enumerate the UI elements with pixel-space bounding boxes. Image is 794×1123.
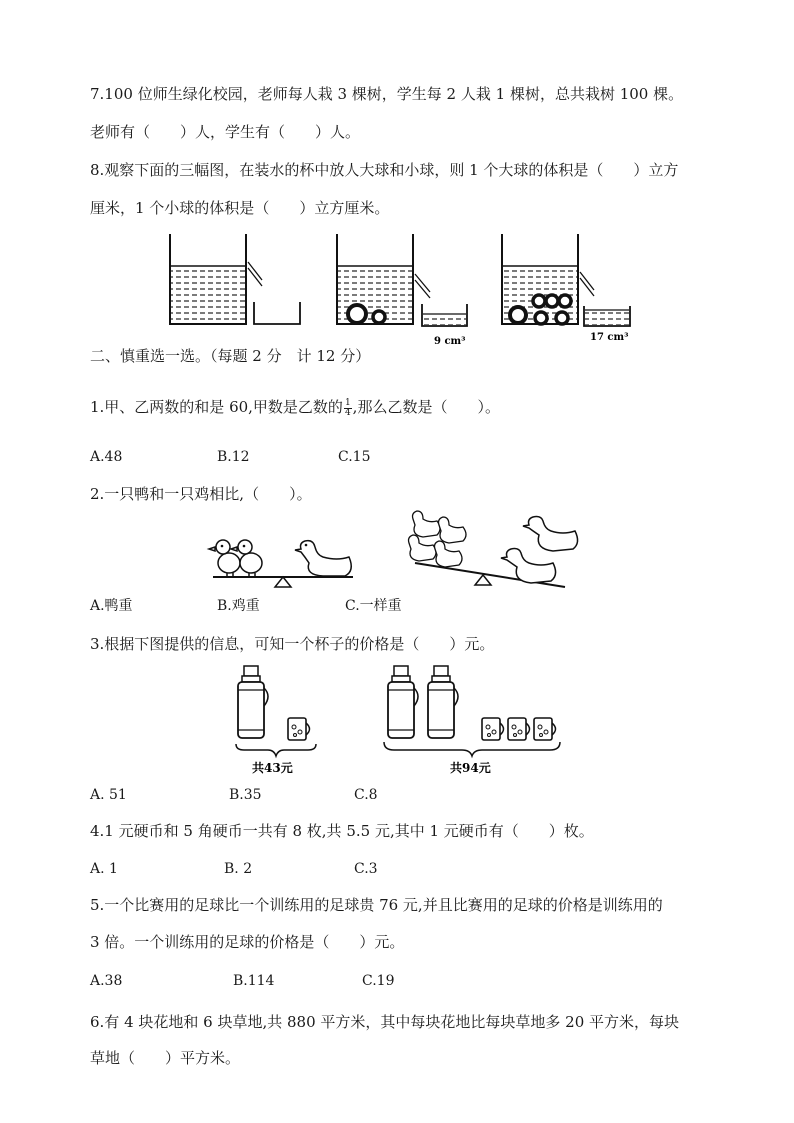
- group-two-total-label: 共94元: [450, 761, 491, 775]
- part2-heading: 二、慎重选一选。（每题 2 分 计 12 分）: [90, 347, 371, 365]
- p2-q2-option-b: B.鸡重: [217, 598, 260, 614]
- balance-right: [409, 511, 578, 587]
- p2-q4-option-b: B. 2: [224, 861, 253, 877]
- p2-q6-line1: 6.有 4 块花地和 6 块草地,共 880 平方米，其中每块花地比每块草地多 20 平方米，每块: [90, 1013, 680, 1031]
- duck-chicken-balance-figure: [205, 505, 585, 590]
- p2-q5-option-b: B.114: [233, 973, 275, 989]
- p2-q1-option-c: C.15: [338, 449, 371, 465]
- q7-line2: 老师有（ ）人，学生有（ ）人。: [90, 123, 361, 141]
- p2-q1-option-b: B.12: [217, 449, 250, 465]
- p2-q2-stem: 2.一只鸭和一只鸡相比,（ ）。: [90, 485, 312, 503]
- q8-line1: 8.观察下面的三幅图，在装水的杯中放人大球和小球，则 1 个大球的体积是（ ）立方: [90, 161, 679, 179]
- group-two-flasks-three-cups: [384, 666, 560, 756]
- p2-q3-option-c: C.8: [354, 787, 378, 803]
- p2-q3-option-b: B.35: [229, 787, 262, 803]
- duck-pair: [501, 517, 578, 584]
- group-one-flask-one-cup: [236, 666, 316, 756]
- one-quarter-fraction: [344, 399, 352, 418]
- chicken-group: [409, 511, 467, 567]
- p2-q5-line1: 5.一个比赛用的足球比一个训练用的足球贵 76 元,并且比赛用的足球的价格是训练用的: [90, 896, 663, 914]
- p2-q3-option-a: A. 51: [90, 787, 127, 803]
- p2-q2-option-c: C.一样重: [345, 598, 402, 614]
- p2-q6-line2: 草地（ ）平方米。: [90, 1049, 241, 1067]
- fraction-denominator: 4: [344, 407, 351, 418]
- p2-q4-option-a: A. 1: [90, 861, 118, 877]
- group-one-total-label: 共43元: [252, 761, 293, 775]
- chick-pair: [209, 540, 262, 577]
- cup-2-balls: [337, 234, 467, 326]
- cup-3-volume-label: 17 cm³: [590, 332, 629, 343]
- water-cups-figure: [160, 232, 640, 347]
- fraction-numerator: 1: [344, 397, 351, 408]
- p2-q1-stem: [90, 397, 500, 418]
- q7-line1: 7.100 位师生绿化校园，老师每人栽 3 棵树，学生每 2 人栽 1 棵树，总共栽树 100 棵。: [90, 85, 684, 103]
- p2-q4-option-c: C.3: [354, 861, 378, 877]
- p2-q5-option-c: C.19: [362, 973, 395, 989]
- p2-q5-line2: 3 倍。一个训练用的足球的价格是（ ）元。: [90, 933, 405, 951]
- cup-2-volume-label: 9 cm³: [434, 336, 466, 347]
- p2-q1-option-a: A.48: [90, 449, 123, 465]
- thermos-cups-figure: [232, 662, 572, 780]
- p2-q4-stem: 4.1 元硬币和 5 角硬币一共有 8 枚,共 5.5 元,其中 1 元硬币有（ ）枚。: [90, 822, 594, 840]
- p2-q1-stem-after: ,那么乙数是（ ）。: [352, 398, 500, 416]
- balance-left: [209, 540, 353, 587]
- q8-line2: 厘米，1 个小球的体积是（ ）立方厘米。: [90, 199, 390, 217]
- p2-q5-option-a: A.38: [90, 973, 123, 989]
- p2-q1-stem-before: 1.甲、乙两数的和是 60,甲数是乙数的: [90, 398, 343, 416]
- cup-1-empty: [170, 234, 300, 324]
- p2-q3-stem: 3.根据下图提供的信息，可知一个杯子的价格是（ ）元。: [90, 635, 495, 653]
- duck-single: [295, 541, 351, 576]
- p2-q2-option-a: A.鸭重: [90, 598, 133, 614]
- cup-3-balls: [502, 234, 630, 326]
